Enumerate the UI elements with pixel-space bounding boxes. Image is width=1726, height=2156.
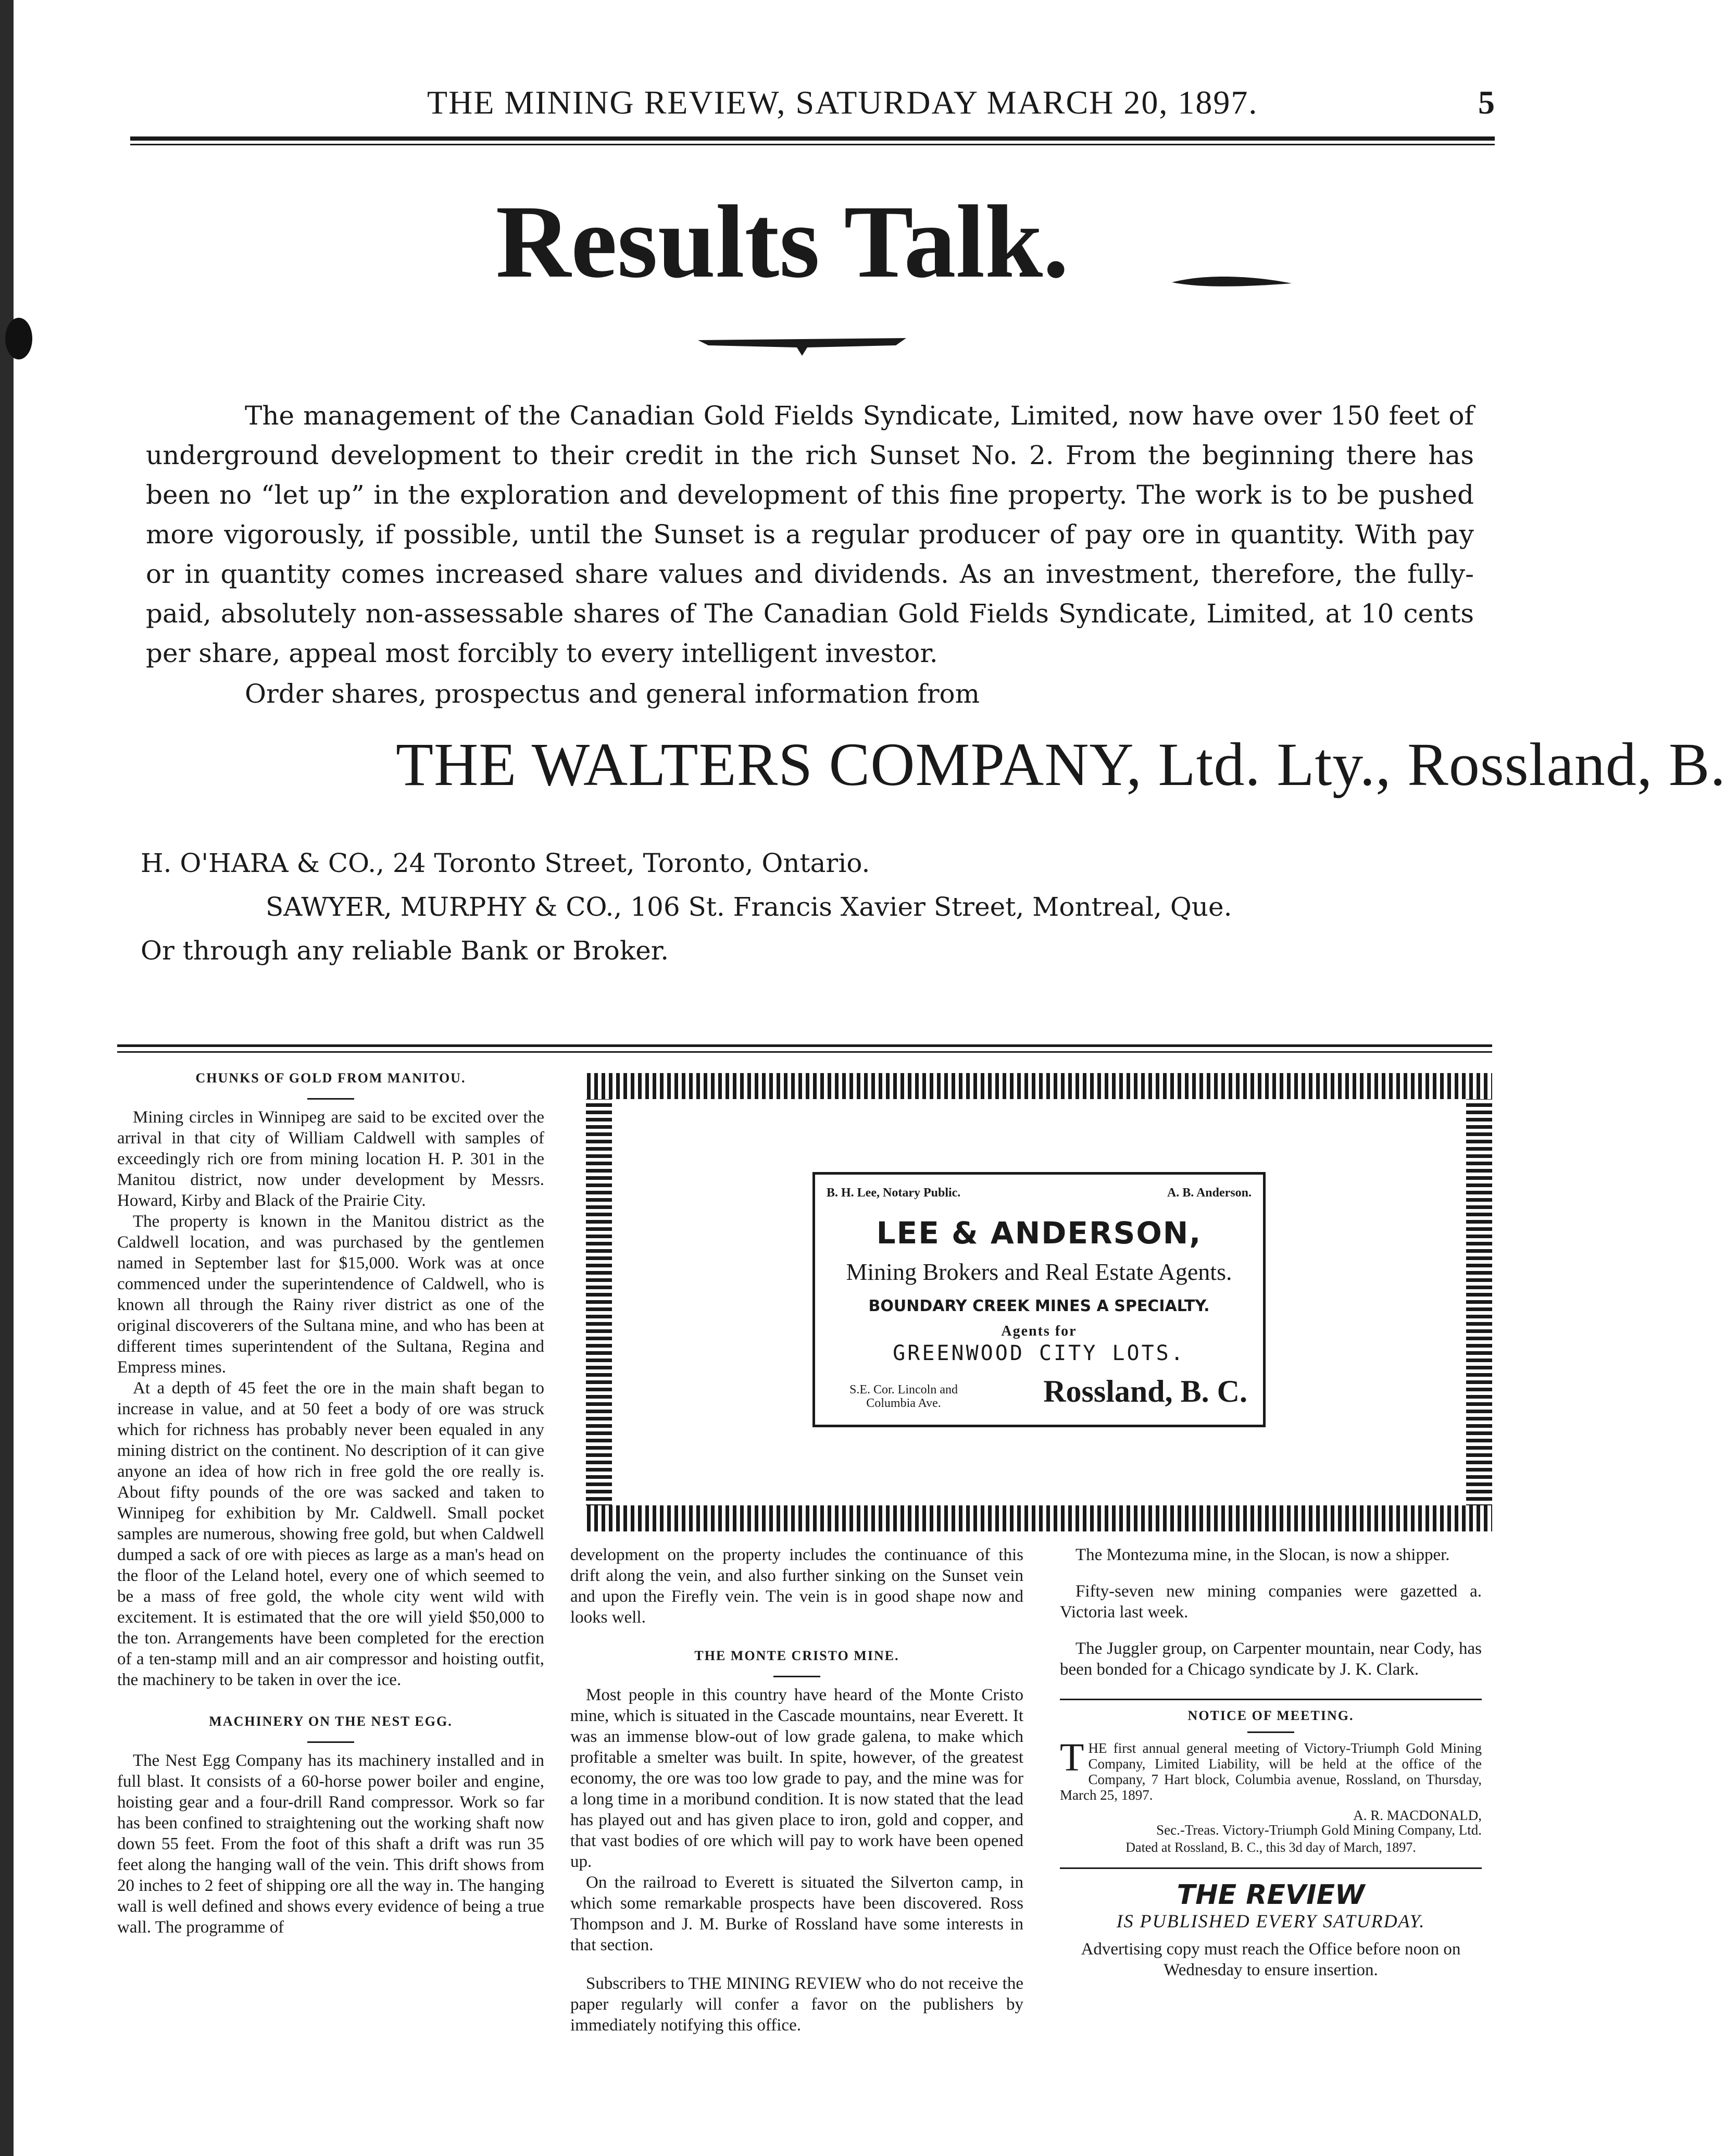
company-name: THE WALTERS COMPANY, Ltd. Lty., Rossland, B. (396, 730, 1726, 799)
article-paragraph: The property is known in the Manitou district as the Caldwell location, and was purchased by the gentlemen named in September last for $15,000. Work was at once commenced under the superintendence of Caldwell, who is known all through the Rainy river district as one of the original discoverers of the Sultana mine, and who has been at different times superintendent of the Sultana, Regina and Empress mines. (117, 1212, 544, 1377)
ad-lots: GREENWOOD CITY LOTS. (893, 1341, 1185, 1365)
ad-agents-for: Agents for (1001, 1323, 1077, 1339)
section-rule-thin (117, 1051, 1492, 1053)
ad-partner: A. B. Anderson. (1167, 1186, 1252, 1200)
headline: Results Talk. (495, 184, 1069, 300)
column-right (1060, 1544, 1482, 1980)
order-line: Order shares, prospectus and general information from (245, 679, 980, 709)
divider (307, 1098, 354, 1100)
agents-list (141, 841, 1232, 973)
ad-specialty: BOUNDARY CREEK MINES A SPECIALTY. (868, 1297, 1210, 1315)
advertising-notice: Advertising copy must reach the Office before noon on Wednesday to ensure insertion. (1081, 1940, 1461, 1979)
notice-drop-cap: T (1060, 1736, 1084, 1779)
agent-montreal: SAWYER, MURPHY & CO., 106 St. Francis Xavier Street, Montreal, Que. (266, 892, 1232, 922)
article-paragraph: At a depth of 45 feet the ore in the main shaft began to increase in value, and at 50 feet a body of ore was struck which for richness has probably never been equaled in any mining district on the continent. No description of it can give anyone an idea of how rich in free gold the ore really is. About fifty pounds of the ore was sacked and taken to Winnipeg for exhibition by Mr. Caldwell. Small pocket samples are numerous, showing free gold, but when Caldwell dumped a sack of ore with pieces as large as a man's head on the floor of the Leland hotel, every one of which seemed to be a mass of free gold, the whole city went wild with excitement. It is estimated that the ore will yield $50,000 to the ton. Arrangements have been completed for the erection of a ten-stamp mill and an air compressor and hoisting outfit, the machinery to be taken in over the ice. (117, 1379, 544, 1689)
notice-signatory-title: Sec.-Treas. Victory-Triumph Gold Mining Company, Ltd. (1156, 1822, 1482, 1838)
ad-address: S.E. Cor. Lincoln and Columbia Ave. (849, 1383, 958, 1410)
notice-signatory: A. R. MACDONALD, (1353, 1808, 1482, 1823)
agent-other: Or through any reliable Bank or Broker. (141, 936, 669, 966)
intro-paragraph: The management of the Canadian Gold Fields Syndicate, Limited, now have over 150 feet of underground development to their credit in the rich Sunset No. 2. From the beginning there has been no “let up” in the exploration and development of this fine property. The work is to be pushed more vigorously, if possible, until the Sunset is a regular producer of pay ore in quantity. With pay or in quantity comes increased share values and dividends. As an investment, therefore, the fully-paid, absolutely non-assessable shares of The Canadian Gold Fields Syndicate, Limited, at 10 cents per share, appeal most forcibly to every intelligent investor. (146, 401, 1474, 668)
notice-text: HE first annual general meeting of Victory-Triumph Gold Mining Company, Limited Liability, will be held at the office of the Company, 7 Hart block, Columbia avenue, Rossland, on Thursday, March 25, 1897. (1060, 1740, 1482, 1803)
notice-dated: Dated at Rossland, B. C., this 3d day of March, 1897. (1125, 1840, 1416, 1855)
swash-ornament (1172, 271, 1292, 292)
page-number: 5 (1478, 84, 1495, 121)
divider (773, 1676, 820, 1677)
divider (1247, 1731, 1294, 1733)
page-header (130, 78, 1495, 135)
headline-rule-ornament (698, 336, 906, 357)
notice-bottom-rule (1060, 1867, 1482, 1869)
article-heading-manitou: CHUNKS OF GOLD FROM MANITOU. (195, 1070, 466, 1086)
header-rule (130, 136, 1495, 141)
binding-hole (5, 318, 32, 359)
review-subtitle: IS PUBLISHED EVERY SATURDAY. (1116, 1911, 1425, 1931)
section-rule (117, 1044, 1492, 1047)
ad-notary: B. H. Lee, Notary Public. (827, 1186, 961, 1200)
article-paragraph: Most people in this country have heard of the Monte Cristo mine, which is situated in the Cascade mountains, near Everett. It was an immense blow-out of low grade galena, to make which profitable a smelter was built. In spite, however, of the greatest economy, the ore was too low grade to pay, and the mine was for a long time in a moribund condition. It is now stated that the lead has played out and has given place to iron, gold and copper, and that vast bodies of ore which will pay to work have been opened up. (570, 1686, 1023, 1871)
column-middle (570, 1544, 1023, 2036)
article-paragraph: development on the property includes the continuance of this drift along the vein, and also further sinking on the Sunset vein and upon the Firefly vein. The vein is in good shape now and looks well. (570, 1546, 1023, 1627)
divider (307, 1741, 354, 1743)
agent-toronto: H. O'HARA & CO., 24 Toronto Street, Toronto, Ontario. (141, 848, 870, 878)
ad-subtitle: Mining Brokers and Real Estate Agents. (846, 1258, 1232, 1285)
column-left (117, 1068, 544, 1938)
news-item: The Juggler group, on Carpenter mountain, near Cody, has been bonded for a Chicago syndicate by J. K. Clark. (1060, 1639, 1482, 1679)
ad-city: Rossland, B. C. (1043, 1374, 1247, 1409)
intro-advertisement (146, 396, 1474, 714)
news-item: Fifty-seven new mining companies were gazetted a. Victoria last week. (1060, 1582, 1482, 1622)
article-paragraph: On the railroad to Everett is situated the Silverton camp, in which some remarkable prospects have been discovered. Ross Thompson and J. M. Burke of Rossland have some interests in that section. (570, 1873, 1023, 1954)
header-rule-thin (130, 144, 1495, 145)
article-paragraph: The Nest Egg Company has its machinery installed and in full blast. It consists of a 60-horse power boiler and engine, hoisting gear and a four-drill Rand compressor. Work so far has been confined to straightening out the working shaft now down 55 feet. From the foot of this shaft a drift was run 35 feet along the hanging wall of the vein. This drift shows from 20 inches to 2 feet of shipping ore all the way in. The hanging wall is well defined and shows every evidence of being a true wall. The programme of (117, 1751, 544, 1937)
header-title: THE MINING REVIEW, SATURDAY MARCH 20, 1897. (427, 84, 1258, 121)
ad-firm-name: LEE & ANDERSON, (876, 1215, 1202, 1251)
review-title: THE REVIEW (1177, 1879, 1365, 1911)
notice-title: NOTICE OF MEETING. (1187, 1708, 1354, 1723)
lee-anderson-ad (812, 1172, 1266, 1427)
news-item: The Montezuma mine, in the Slocan, is now a shipper. (1075, 1546, 1450, 1564)
notice-top-rule (1060, 1699, 1482, 1700)
notice-body (1060, 1736, 1482, 1803)
subscriber-notice: Subscribers to THE MINING REVIEW who do not receive the paper regularly will confer a favor on the publishers by immediately notifying this office. (570, 1974, 1023, 2035)
article-heading-nest-egg: MACHINERY ON THE NEST EGG. (209, 1714, 453, 1729)
article-paragraph: Mining circles in Winnipeg are said to be excited over the arrival in that city of William Caldwell with samples of exceedingly rich ore from mining location H. P. 301 in the Manitou district, now under development by Messrs. Howard, Kirby and Black of the Prairie City. (117, 1108, 544, 1210)
article-heading-monte-cristo: THE MONTE CRISTO MINE. (694, 1648, 899, 1663)
